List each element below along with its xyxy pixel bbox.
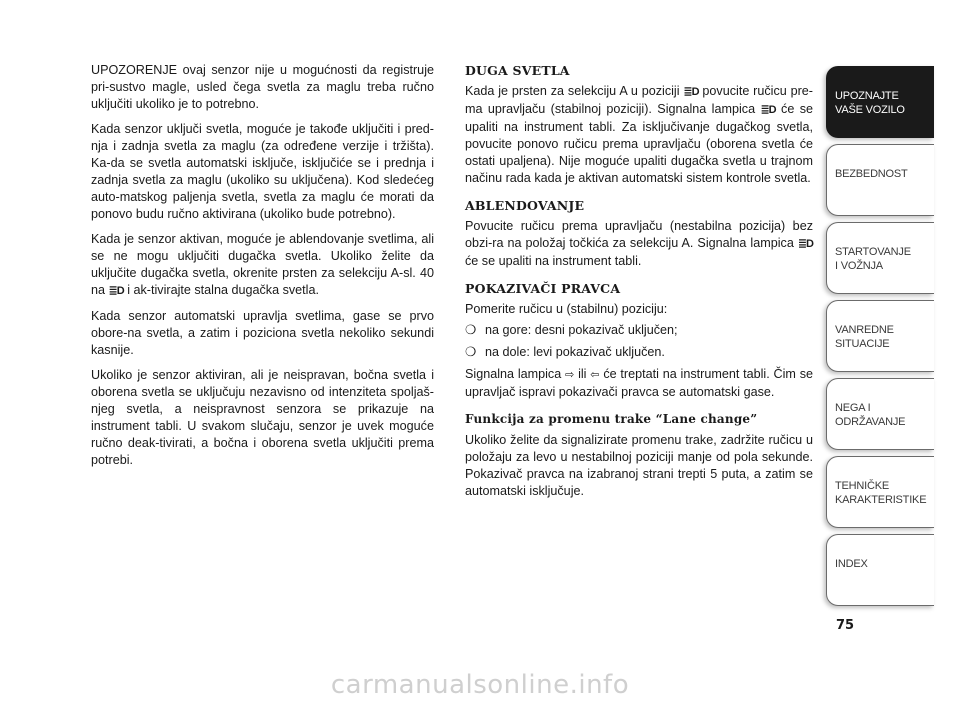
tab-bezbednost[interactable]: BEZBEDNOST xyxy=(826,144,934,216)
tab-nega-i-odrzavanje[interactable]: NEGA I ODRŽAVANJE xyxy=(826,378,934,450)
turn-signals-intro: Pomerite ručicu u (stabilnu) poziciju: xyxy=(465,302,668,316)
list-item: ❍ na gore: desni pokazivač uključen; xyxy=(465,323,678,337)
sensor-fault-paragraph: Ukoliko je senzor aktiviran, ali je neispravan, bočna svetla i oborena svetla se uključuju nezavisno od intenziteta spoljaš-njeg svetla, a neispravnost senzora se prikazuje na instrument tabli. U svakom slučaju, senzor je uvek moguće ručno deak-tivirati, a bočna i oborena svetla uključiti prema potrebi. xyxy=(91,368,434,467)
heading-high-beam: DUGA SVETLA xyxy=(465,63,570,78)
bullet-icon: ❍ xyxy=(465,345,477,359)
high-beam-icon: ≣D xyxy=(760,104,776,116)
high-beam-icon: ≣D xyxy=(108,285,124,297)
fog-lights-paragraph: Kada senzor uključi svetla, moguće je takođe uključiti i pred-nja i zadnja svetla za maglu (za određene verzije i tržišta). Ka-da se svetla automatski isključe, isključiće se i prednja i zadnja svetla za maglu (ukoliko su uključena). Kod sledećeg auto-matskog paljenja svetla, svetla za maglu će morati da ponovo budu ručno aktivirana (ukoliko bude potrebno). xyxy=(91,122,434,221)
arrow-left-icon: ⇦ xyxy=(590,369,600,381)
right-column xyxy=(465,62,813,508)
section-tabs xyxy=(826,66,934,612)
tab-index[interactable]: INDEX xyxy=(826,534,934,606)
high-beam-icon: ≣D xyxy=(683,86,699,98)
lane-change-paragraph: Ukoliko želite da signalizirate promenu trake, zadržite ručicu u položaju za levo u nestabilnoj poziciji manje od pola sekunde. Pokazivač pravca na izabranoj strani trepti 5 puta, a zatim se automatski isključuje. xyxy=(465,433,813,498)
watermark: carmanualsonline.info xyxy=(330,670,630,700)
tab-upoznajte-vase-vozilo[interactable]: UPOZNAJTE VAŠE VOZILO xyxy=(826,66,934,138)
tab-startovanje-i-voznja[interactable]: STARTOVANJE I VOŽNJA xyxy=(826,222,934,294)
heading-lane-change: Funkcija za promenu trake “Lane change” xyxy=(465,412,758,426)
list-item: ❍ na dole: levi pokazivač uključen. xyxy=(465,345,665,359)
high-beam-paragraph: Kada je prsten za selekciju A u poziciji ≣D povucite ručicu pre-ma upravljaču (stabilnoj poziciji). Signalna lampica ≣D će se upaliti na instrument tabli. Za isključivanje dugačkog svetla, povucite ponovo ručicu prema upravljaču (oborena svetla će ostati upaljena). Nije moguće upaliti dugačka svetla u trajnom načinu rada kada je aktivan automatski sistem kontrole svetla. xyxy=(465,84,814,185)
high-beam-sensor-paragraph: Kada je senzor aktivan, moguće je ablendovanje svetlima, ali se ne mogu uključiti dugačka svetla. Ukoliko želite da uključite dugačka svetla, okrenite prsten za selekciju A-sl. 40 na ≣D i ak-tivirajte stalna dugačka svetla. xyxy=(91,231,434,300)
heading-flash: ABLENDOVANJE xyxy=(465,198,585,213)
tab-tehnicke-karakteristike[interactable]: TEHNIČKE KARAKTERISTIKE xyxy=(826,456,934,528)
turn-signal-lamp-paragraph: Signalna lampica ⇨ ili ⇦ će treptati na instrument tabli. Čim se upravljač ispravi pokazivači pravca se automatski gase. xyxy=(465,367,814,399)
auto-lights-paragraph: Kada senzor automatski upravlja svetlima, gase se prvo obore-na svetla, a zatim i poziciona svetla nekoliko sekundi kasnije. xyxy=(91,309,434,357)
flash-paragraph: Povucite ručicu prema upravljaču (nestabilna pozicija) bez obzi-ra na položaj točkića za selekciju A. Signalna lampica ≣D će se upaliti na instrument tabli. xyxy=(465,219,814,268)
heading-turn-signals: POKAZIVAČI PRAVCA xyxy=(465,281,621,296)
bullet-icon: ❍ xyxy=(465,323,477,337)
warning-paragraph: UPOZORENJE ovaj senzor nije u mogućnosti da registruje pri-sustvo magle, usled čega svetla za maglu treba ručno uključiti ukoliko je to potrebno. xyxy=(91,63,434,111)
tab-vanredne-situacije[interactable]: VANREDNE SITUACIJE xyxy=(826,300,934,372)
high-beam-icon: ≣D xyxy=(797,238,814,250)
left-column xyxy=(91,62,434,477)
arrow-right-icon: ⇨ xyxy=(565,369,575,381)
page-number: 75 xyxy=(836,618,855,633)
